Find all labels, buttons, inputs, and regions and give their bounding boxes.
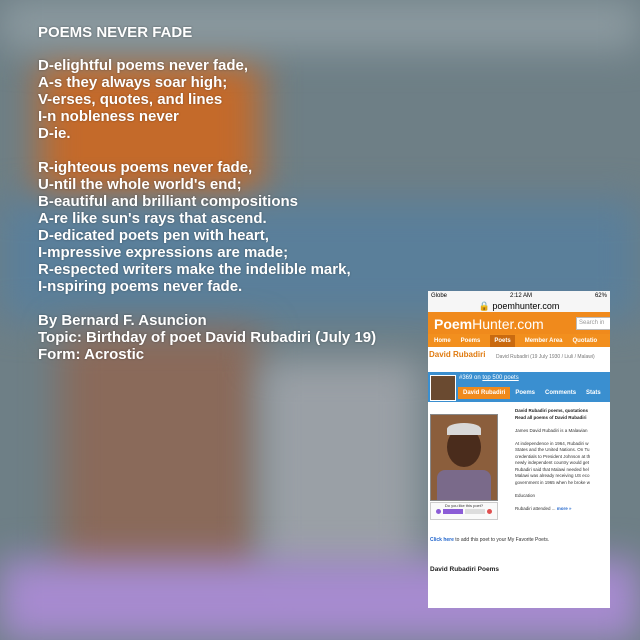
- bio-line: States and the United Nations. On Tu: [515, 447, 590, 452]
- lock-icon: 🔒: [478, 301, 490, 311]
- bio-line: Rubadiri said that Malawi needed hel: [515, 466, 589, 472]
- search-input[interactable]: Search in: [576, 317, 610, 330]
- bio-heading-2: Read all poems of David Rubadiri: [515, 414, 587, 420]
- site-nav: [428, 334, 610, 347]
- rank-text: #369 on top 500 poets: [459, 375, 519, 381]
- poet-name: David Rubadiri: [429, 350, 486, 359]
- poet-content: [428, 402, 610, 608]
- plus-icon[interactable]: [436, 509, 441, 514]
- poet-tabs: [458, 387, 606, 399]
- rating-widget: [430, 502, 498, 520]
- bio-line: At independence in 1964, Rubadiri w: [515, 440, 589, 446]
- nav-poets[interactable]: Poets: [490, 335, 514, 347]
- dislike-bar: [465, 509, 485, 514]
- stanza-2: [38, 159, 438, 295]
- author-line: By Bernard F. Asuncion: [38, 312, 207, 329]
- bio-line: government in 1965 when he broke w: [515, 479, 591, 485]
- poemhunter-logo[interactable]: PoemHunter.com: [434, 316, 544, 332]
- more-link[interactable]: more »: [556, 505, 572, 511]
- nav-poems[interactable]: Poems: [460, 337, 481, 344]
- poet-photo: [430, 414, 498, 501]
- tab-poems[interactable]: Poems: [515, 390, 536, 396]
- form-line: Form: Acrostic: [38, 346, 145, 363]
- poem-line: R-ighteous poems never fade,: [38, 159, 253, 176]
- poems-heading: David Rubadiri Poems: [430, 566, 499, 573]
- poem-line: I-nspiring poems never fade.: [38, 278, 243, 295]
- poem-line: V-erses, quotes, and lines: [38, 91, 223, 108]
- poem-line: I-mpressive expressions are made;: [38, 244, 289, 261]
- poem-line: D-elightful poems never fade,: [38, 57, 249, 74]
- stanza-1: [38, 57, 438, 142]
- rank-bar: [428, 372, 610, 402]
- like-bar: [443, 509, 463, 514]
- poet-subtitle: David Rubadiri (19 July 1930 / Liuli / Malawi): [496, 354, 595, 360]
- poet-thumbnail: [430, 375, 456, 401]
- battery-label: 62%: [594, 292, 607, 299]
- site-header: [428, 312, 610, 334]
- nav-member-area[interactable]: Member Area: [524, 337, 563, 344]
- bio-line: James David Rubadiri is a Malawian: [515, 427, 588, 433]
- poem-line: I-n nobleness never: [38, 108, 179, 125]
- poem-line: A-s they always soar high;: [38, 74, 228, 91]
- tab-poet[interactable]: David Rubadiri: [458, 387, 510, 399]
- poem-text: [38, 24, 438, 380]
- url-bar[interactable]: [428, 300, 610, 312]
- byline: [38, 312, 438, 363]
- poem-line: B-eautiful and brilliant compositions: [38, 193, 299, 210]
- top-poets-link[interactable]: top 500 poets: [482, 375, 519, 381]
- poet-bio: [515, 408, 610, 512]
- status-bar: [428, 291, 610, 300]
- attended-text: Rubadiri attended ...: [515, 505, 556, 511]
- poem-line: A-re like sun's rays that ascend.: [38, 210, 267, 227]
- poem-title: POEMS NEVER FADE: [38, 24, 193, 41]
- education-label: Education: [515, 492, 536, 498]
- poem-line: U-ntil the whole world's end;: [38, 176, 242, 193]
- minus-icon[interactable]: [487, 509, 492, 514]
- bio-line: newly independent country would get: [515, 460, 590, 465]
- poet-name-bar: [428, 347, 610, 370]
- tab-stats[interactable]: Stats: [586, 390, 601, 396]
- poem-line: D-ie.: [38, 125, 71, 142]
- nav-quotations[interactable]: Quotatio: [572, 337, 598, 344]
- url-text: poemhunter.com: [492, 301, 560, 311]
- poem-line: D-edicated poets pen with heart,: [38, 227, 269, 244]
- bio-line: credentials to President Johnson at th: [515, 453, 591, 459]
- rating-prompt: Do you like this poet?: [444, 503, 484, 508]
- bio-heading: David Rubadiri poems, quotations: [515, 408, 589, 413]
- nav-home[interactable]: Home: [434, 337, 451, 344]
- poem-line: R-espected writers make the indelible mark,: [38, 261, 351, 278]
- favorite-prompt: Click here to add this poet to your My Favorite Poets.: [430, 537, 550, 543]
- bio-line: Malawi was already receiving US eco: [515, 473, 590, 478]
- click-here-link[interactable]: Click here: [430, 537, 454, 543]
- carrier-label: Globe: [431, 292, 448, 299]
- clock: 2:12 AM: [509, 292, 532, 299]
- topic-line: Topic: Birthday of poet David Rubadiri (July 19): [38, 329, 377, 346]
- tab-comments[interactable]: Comments: [545, 390, 577, 396]
- phone-screenshot: [428, 291, 610, 608]
